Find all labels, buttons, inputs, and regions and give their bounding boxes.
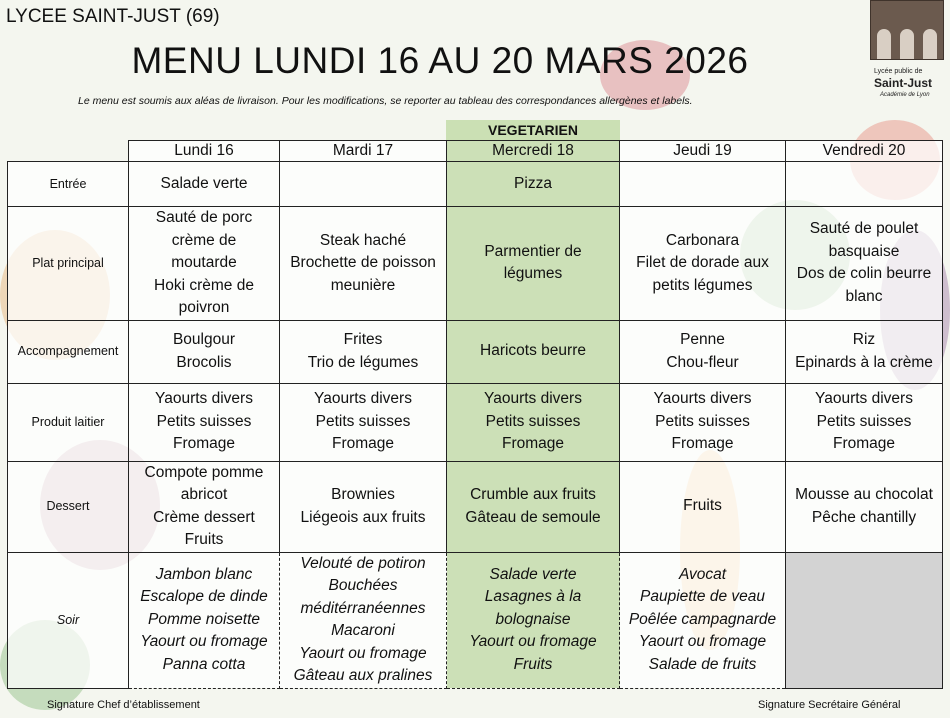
menu-item: Gâteau aux pralines (293, 667, 433, 684)
row-label: Plat principal (8, 207, 129, 321)
menu-item: Fromage (172, 435, 236, 453)
menu-cell (280, 320, 447, 383)
menu-item: Macaroni (331, 622, 395, 639)
menu-item: Crème dessert (153, 508, 255, 526)
menu-notice: Le menu est soumis aux aléas de livraison. Pour les modifications, se reporter au tableau des correspondances allergènes et labels. (78, 95, 693, 107)
menu-cell (129, 207, 280, 321)
day-header-row (8, 141, 943, 162)
menu-item: Sauté de porc (155, 209, 253, 226)
menu-cell (447, 461, 620, 552)
row-label: Accompagnement (8, 320, 129, 383)
menu-item: Trio de légumes (307, 353, 419, 371)
menu-item: meunière (330, 276, 396, 294)
logo-line-3: Académie de Lyon (880, 92, 930, 98)
menu-item: Brochette de poisson (290, 254, 436, 271)
menu-cell (447, 552, 620, 688)
menu-item: Yaourt ou fromage (469, 633, 597, 651)
menu-item: Fromage (671, 435, 734, 453)
menu-item: Yaourts divers (653, 390, 752, 408)
menu-cell (786, 552, 943, 688)
menu-cell (129, 461, 280, 552)
menu-item: Salade de fruits (648, 655, 757, 673)
menu-item: Carbonara (665, 231, 740, 249)
menu-item: Yaourts divers (155, 390, 253, 408)
school-logo (866, 0, 948, 100)
menu-item: crème de (171, 231, 237, 249)
menu-item: Salade verte (489, 565, 577, 583)
menu-item: poivron (178, 299, 230, 316)
menu-item: Fromage (832, 435, 896, 453)
menu-cell (280, 162, 447, 207)
menu-item: Penne (680, 331, 725, 348)
menu-item: Yaourts divers (314, 390, 412, 408)
menu-cell (129, 320, 280, 383)
menu-item: Petits suisses (156, 412, 252, 430)
day-header: Lundi 16 (129, 141, 280, 162)
school-name: LYCEE SAINT-JUST (69) (6, 6, 220, 27)
menu-cell (447, 320, 620, 383)
menu-cell (620, 207, 786, 321)
corner-cell (8, 141, 129, 162)
menu-item: Petits suisses (485, 412, 581, 430)
menu-item: Brownies (331, 486, 395, 503)
menu-cell (786, 320, 943, 383)
menu-item: méditérranéennes (300, 599, 426, 617)
menu-item: moutarde (171, 254, 237, 271)
day-header: Vendredi 20 (786, 141, 943, 162)
menu-item: abricot (180, 486, 228, 503)
menu-cell (620, 552, 786, 688)
menu-cell (129, 383, 280, 461)
menu-item: Epinards à la crème (795, 353, 933, 371)
menu-item: Frites (343, 331, 383, 348)
vegetarian-label: VEGETARIEN (446, 120, 620, 140)
menu-item: Yaourt ou fromage (638, 633, 767, 651)
page-title: MENU LUNDI 16 AU 20 MARS 2026 (131, 40, 749, 81)
menu-item: Jambon blanc (155, 565, 253, 583)
table-row (8, 383, 943, 461)
day-header: Mardi 17 (280, 141, 447, 162)
table-row (8, 552, 943, 688)
menu-item: Yaourts divers (484, 390, 582, 408)
menu-item: Escalope de dinde (140, 588, 268, 606)
menu-cell (620, 383, 786, 461)
menu-cell (280, 461, 447, 552)
menu-item: Fromage (331, 435, 395, 453)
signature-head: Signature Chef d’établissement (47, 699, 200, 711)
menu-item: Haricots beurre (480, 342, 586, 360)
menu-item: Lasagnes à la (484, 588, 582, 606)
menu-item: Fromage (501, 435, 565, 453)
menu-cell (129, 162, 280, 207)
day-header: Mercredi 18 (447, 141, 620, 162)
menu-item: Velouté de potiron (300, 554, 426, 572)
menu-item: Liégeois aux fruits (300, 508, 426, 526)
menu-item: Poêlée campagnarde (628, 610, 777, 628)
menu-cell (786, 383, 943, 461)
menu-item: Dos de colin beurre (796, 265, 932, 283)
menu-item: Filet de dorade aux (636, 254, 769, 271)
menu-cell (620, 461, 786, 552)
menu-item: Salade verte (160, 174, 248, 192)
table-row (8, 320, 943, 383)
menu-item: Pêche chantilly (811, 508, 917, 526)
menu-item: Pomme noisette (148, 610, 260, 628)
day-header: Jeudi 19 (620, 141, 786, 162)
logo-building-icon (870, 0, 944, 60)
menu-item: Panna cotta (162, 655, 246, 673)
logo-line-1: Lycée public de (874, 68, 923, 75)
menu-item: Yaourt ou fromage (140, 633, 268, 651)
menu-cell (620, 162, 786, 207)
menu-cell (447, 383, 620, 461)
menu-item: Compote pomme (144, 463, 264, 481)
menu-item: bolognaise (495, 610, 571, 628)
menu-item: Petits suisses (655, 412, 750, 430)
signature-secretary: Signature Secrétaire Général (758, 699, 901, 711)
menu-item: Pizza (514, 174, 552, 192)
menu-item: basquaise (828, 242, 900, 260)
table-row (8, 207, 943, 321)
menu-item: Paupiette de veau (640, 588, 765, 606)
menu-item: Yaourt ou fromage (299, 644, 427, 662)
row-label: Soir (8, 552, 129, 688)
menu-cell (786, 461, 943, 552)
menu-item: Chou-fleur (666, 353, 739, 371)
menu-item: Steak haché (319, 231, 407, 249)
row-label: Produit laitier (8, 383, 129, 461)
logo-line-2: Saint-Just (874, 76, 933, 90)
menu-item: Fruits (184, 531, 224, 548)
menu-item: Avocat (678, 565, 727, 583)
menu-item: Bouchées (328, 577, 398, 594)
menu-item: Gâteau de semoule (465, 508, 601, 526)
row-label: Entrée (8, 162, 129, 207)
table-row (8, 461, 943, 552)
menu-item: Crumble aux fruits (470, 486, 596, 503)
menu-cell (786, 207, 943, 321)
menu-item: blanc (845, 287, 883, 305)
menu-item: petits légumes (652, 276, 753, 294)
menu-cell (620, 320, 786, 383)
menu-item: Parmentier de (484, 242, 582, 260)
menu-item: Sauté de poulet (809, 220, 919, 238)
table-row (8, 162, 943, 207)
menu-item: Boulgour (172, 331, 236, 348)
menu-item: légumes (503, 265, 563, 283)
menu-cell (280, 207, 447, 321)
menu-item: Yaourts divers (815, 390, 913, 408)
menu-item: Petits suisses (816, 412, 912, 430)
menu-cell (447, 207, 620, 321)
menu-cell (280, 383, 447, 461)
menu-table (7, 140, 943, 689)
menu-cell (280, 552, 447, 688)
menu-item: Mousse au chocolat (795, 486, 933, 503)
menu-item: Hoki crème de (154, 276, 254, 294)
row-label: Dessert (8, 461, 129, 552)
menu-cell (447, 162, 620, 207)
menu-item: Fruits (513, 655, 553, 673)
menu-cell (786, 162, 943, 207)
menu-item: Riz (852, 331, 876, 348)
menu-cell (129, 552, 280, 688)
menu-item: Petits suisses (315, 412, 411, 430)
menu-item: Fruits (683, 497, 722, 515)
menu-item: Brocolis (176, 353, 232, 371)
